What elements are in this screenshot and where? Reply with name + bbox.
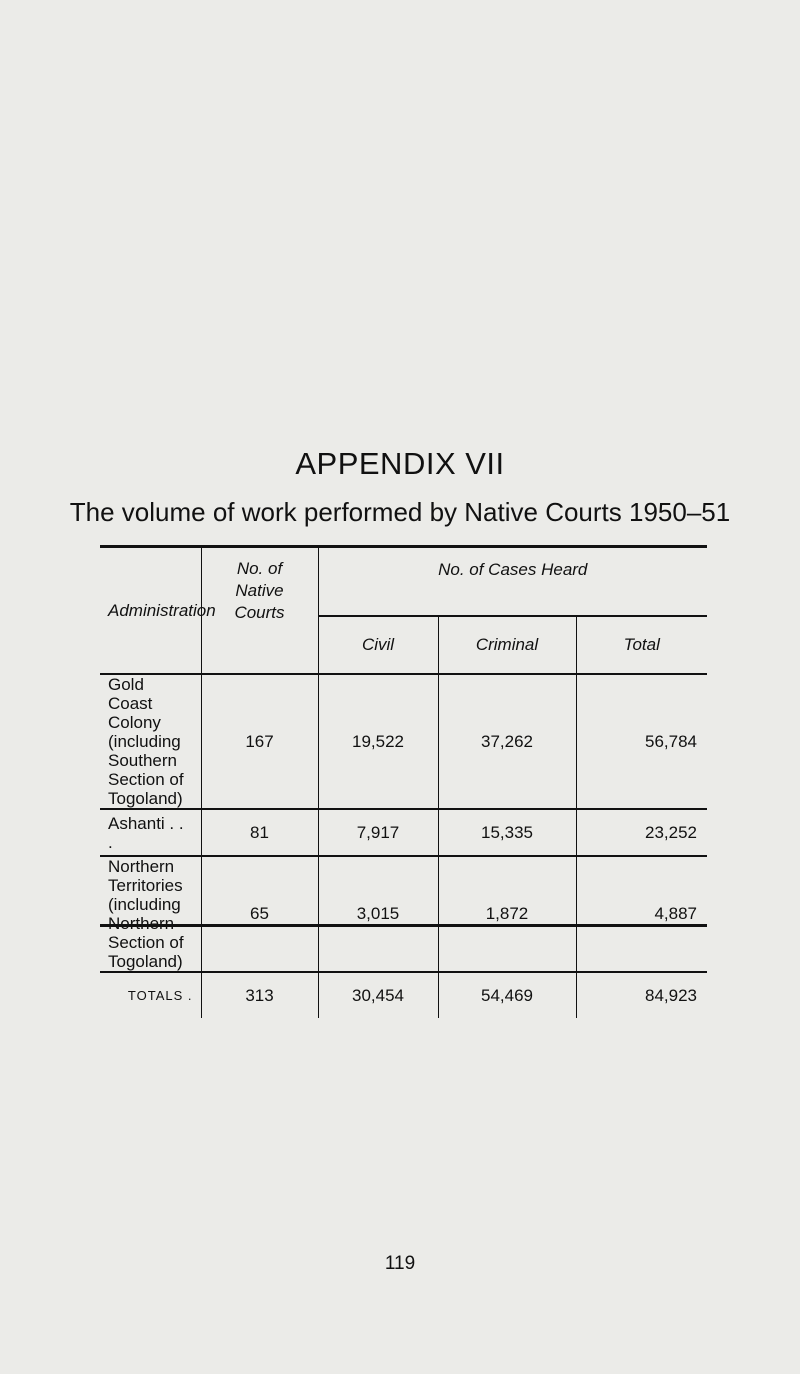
header-row-top [100,548,707,616]
row-name-line: (including [108,895,181,914]
header-administration: Administration [100,548,201,674]
row-name-line: Gold Coast Colony [108,675,161,732]
row-criminal: 15,335 [438,809,576,856]
header-civil: Civil [318,616,438,674]
row-name [100,856,201,972]
header-criminal: Criminal [438,616,576,674]
row-name-line: (including Southern [108,732,181,770]
row-criminal: 1,872 [438,856,576,972]
table-row [100,809,707,856]
row-name [100,674,201,809]
row-courts: 81 [201,809,318,856]
appendix-title: APPENDIX VII [295,446,505,481]
header-native-courts [201,548,318,674]
totals-civil: 30,454 [318,972,438,1018]
header-native-courts-line1: No. of [236,559,283,578]
totals-courts: 313 [201,972,318,1018]
native-courts-table [100,548,707,1018]
row-total: 23,252 [576,809,707,856]
row-name: Ashanti . . . [100,809,201,856]
row-courts: 167 [201,674,318,809]
totals-criminal: 54,469 [438,972,576,1018]
totals-total: 84,923 [576,972,707,1018]
bottom-rule [100,924,707,927]
table-row [100,856,707,972]
header-native-courts-line2: Native Courts [234,581,285,622]
row-civil: 3,015 [318,856,438,972]
row-courts: 65 [201,856,318,972]
table-row [100,674,707,809]
row-name-line: Section of Togoland) [108,770,184,808]
totals-label: TOTALS . [127,988,193,1003]
row-name-line: Northern Territories [108,857,183,895]
row-total: 56,784 [576,674,707,809]
header-total: Total [576,616,707,674]
row-civil: 7,917 [318,809,438,856]
row-civil: 19,522 [318,674,438,809]
row-total: 4,887 [576,856,707,972]
row-criminal: 37,262 [438,674,576,809]
row-name-line: Section of Togoland) [108,933,184,971]
totals-row [100,972,707,1018]
table-caption: The volume of work performed by Native Courts 1950–51 [69,497,731,527]
page-number: 119 [384,1253,416,1274]
header-cases-heard: No. of Cases Heard [318,548,707,616]
